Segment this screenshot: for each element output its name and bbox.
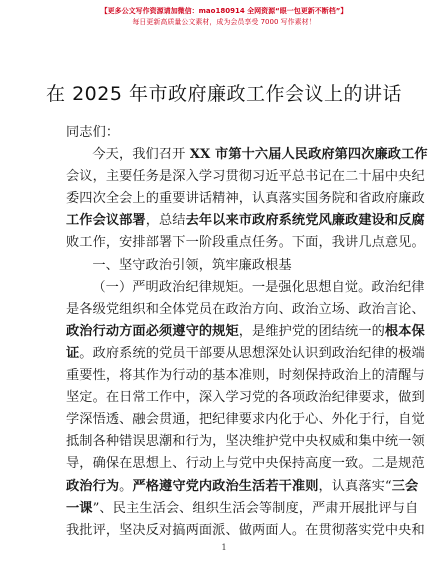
text-run: ，是维护党的团结统一的	[238, 323, 385, 339]
bold-text: 一课	[66, 500, 93, 516]
body-line	[66, 409, 425, 431]
body-line	[66, 387, 425, 409]
body-line	[66, 498, 419, 520]
body-line	[66, 431, 425, 453]
body-line	[66, 520, 425, 542]
body-line	[66, 343, 425, 365]
text-run: 今天，我们召开	[92, 147, 190, 163]
bold-text: XX 市第十六届人民政府第四次廉政工作	[189, 147, 428, 163]
body-line	[66, 232, 425, 254]
text-run: （一）严明政治纪律规矩。一是强化思想自觉。政治纪律	[92, 279, 425, 295]
bold-text: 三会	[391, 478, 419, 494]
promo-line-2: 每日更新高质量公文素材，成为会员享受 7000 写作素材！	[132, 18, 316, 26]
body-line	[66, 277, 425, 299]
text-run: 一、坚守政治引领，筑牢廉政根基	[92, 257, 292, 273]
bold-text: 去年以来市政府系统党风廉政建设和反腐	[185, 213, 425, 229]
body-line	[66, 365, 425, 387]
text-run: 学深悟透、融会贯通，把纪律要求内化于心、外化于行，自觉	[66, 412, 425, 428]
bold-text: 工作会议部署	[66, 213, 146, 229]
body-line	[66, 255, 388, 277]
salutation: 同志们：	[66, 125, 120, 140]
body-line	[66, 453, 425, 475]
body-line	[66, 210, 425, 232]
bold-text: 政治行为	[66, 478, 120, 494]
promo-banner	[0, 6, 448, 28]
body-line	[66, 299, 425, 321]
text-run: 会议，主要任务是深入学习贯彻习近平总书记在二十届中央纪	[66, 169, 425, 185]
bold-text: 证	[66, 345, 80, 361]
bold-text: 严格遵守党内政治生活若干准则	[132, 478, 319, 494]
body-line	[66, 476, 419, 498]
document-body	[66, 122, 428, 542]
body-line	[66, 188, 425, 210]
text-run: 委四次全会上的重要讲话精神，认真落实国务院和省政府廉政	[66, 191, 425, 207]
text-run: ，总结	[145, 213, 186, 229]
text-run: 导，确保在思想上、行动上与党中央保持高度一致。二是规范	[66, 456, 425, 472]
text-run: 抵制各种错误思潮和行为，坚决维护党中央权威和集中统一领	[66, 434, 425, 450]
text-run: 。政府系统的党员干部要从思想深处认识到政治纪律的极端	[79, 345, 425, 361]
body-line	[66, 321, 425, 343]
text-run: ”、民主生活会、组织生活会等制度，严肃开展批评与自	[92, 500, 419, 516]
text-run: 坚定。在日常工作中，深入学习党的各项政治纪律要求，做到	[66, 390, 425, 406]
document-title: 在 2025 年市政府廉政工作会议上的讲话	[46, 83, 402, 105]
body-line	[66, 166, 425, 188]
text-run: 。	[119, 478, 133, 494]
page-number: 1	[221, 543, 227, 552]
text-run: ，认真落实“	[318, 478, 392, 494]
text-run: 我批评，坚决反对搞两面派、做两面人。在贯彻落实党中央和	[66, 522, 425, 538]
text-run: 重要性，将其作为行动的基本准则，时刻保持政治上的清醒与	[66, 368, 425, 384]
body-line	[66, 144, 428, 166]
text-run: 是各级党组织和全体党员在政治方向、政治立场、政治言论、	[66, 301, 425, 317]
bold-text: 政治行动方面必须遵守的规矩	[66, 323, 239, 339]
bold-text: 根本保	[384, 323, 425, 339]
text-run: 败工作，安排部署下一阶段重点任务。下面，我讲几点意见。	[66, 235, 425, 251]
promo-line-1: 【更多公文写作资源请加微信：mao180914 全网资源“眼一包更新不断档”】	[100, 7, 348, 15]
